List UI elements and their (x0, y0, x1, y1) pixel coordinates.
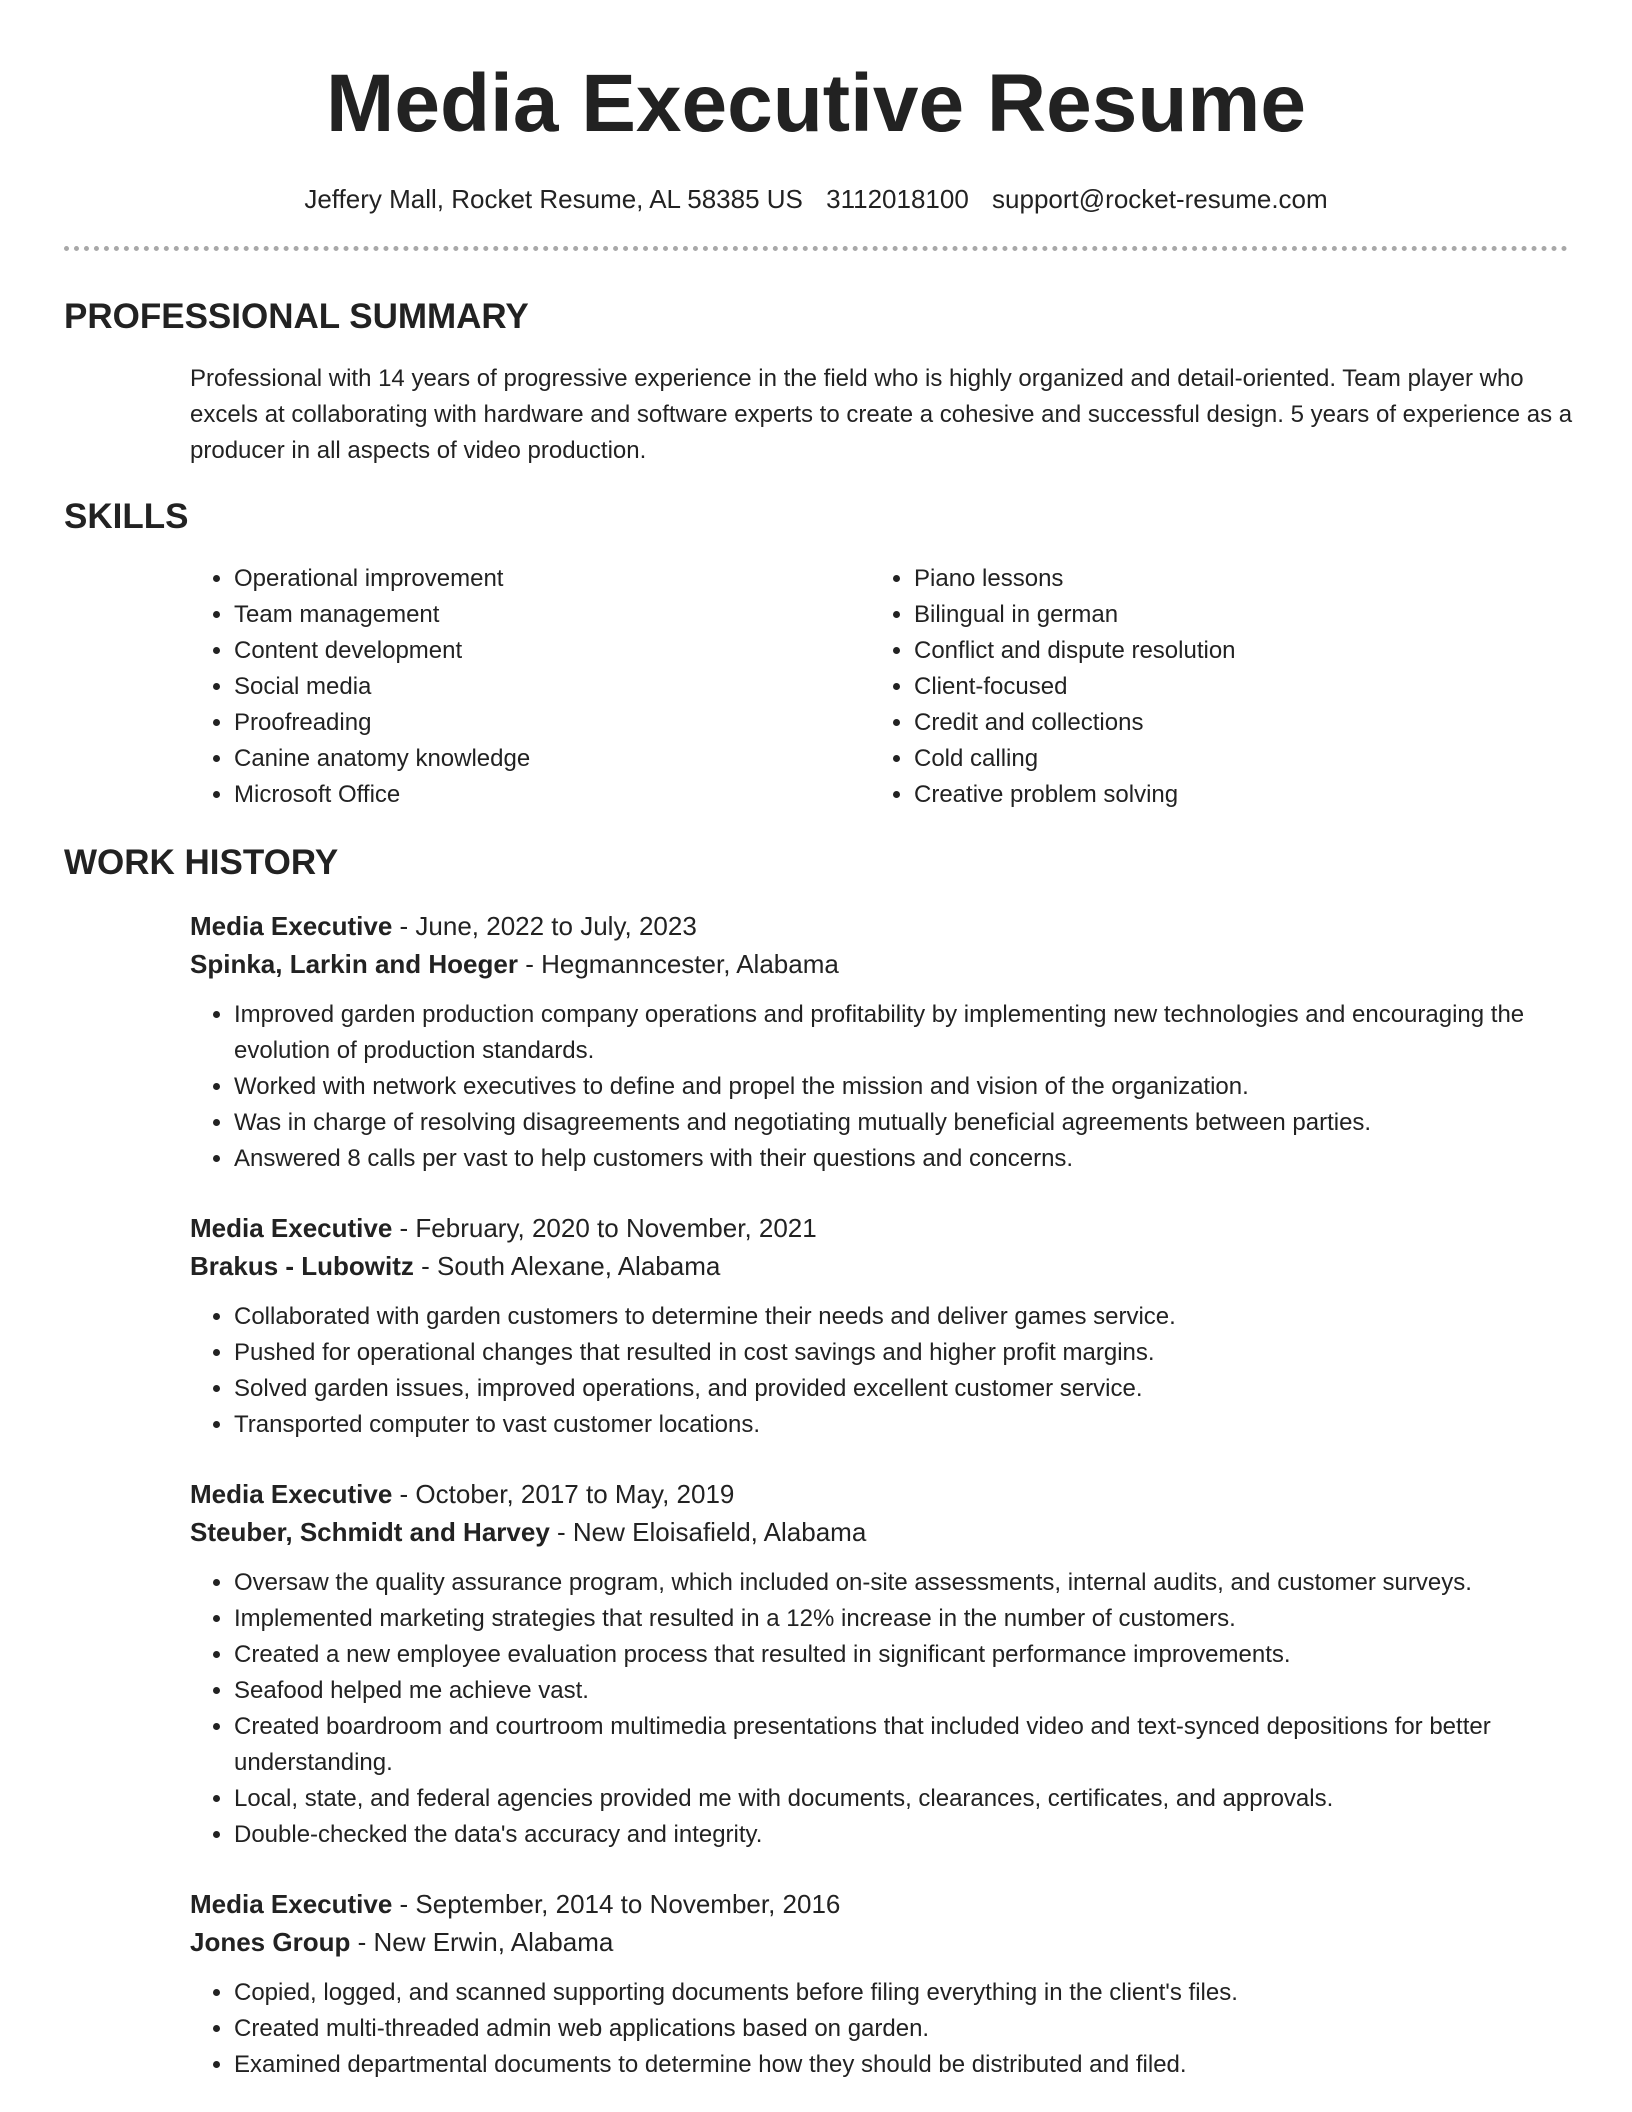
job-bullet: • Improved garden production company operations and profitability by implementing new technologies and encouraging the evolution of production standards. (234, 997, 1610, 1069)
skill-item: • Creative problem solving (914, 777, 1236, 813)
job-dates: - June, 2022 to July, 2023 (392, 911, 697, 941)
job-location: - Hegmanncester, Alabama (517, 949, 839, 979)
job-title: Media Executive (190, 1479, 393, 1509)
job-bullet: • Local, state, and federal agencies provided me with documents, clearances, certificates, and approvals. (234, 1781, 1610, 1817)
summary-heading: PROFESSIONAL SUMMARY (64, 297, 529, 336)
job-company-line (190, 1923, 1610, 1961)
job-dates: - October, 2017 to May, 2019 (392, 1479, 735, 1509)
job-location: - New Eloisafield, Alabama (549, 1517, 867, 1547)
job-title-line (190, 907, 1610, 945)
work-history-heading: WORK HISTORY (64, 843, 339, 882)
job-entry (190, 1209, 1610, 1443)
job-dates: - September, 2014 to November, 2016 (392, 1889, 841, 1919)
skill-item: • Conflict and dispute resolution (914, 633, 1236, 669)
skills-column-1 (190, 561, 870, 813)
job-bullet: • Created a new employee evaluation process that resulted in significant performance improvements. (234, 1637, 1610, 1673)
skill-item: • Proofreading (234, 705, 870, 741)
job-location: - South Alexane, Alabama (413, 1251, 721, 1281)
job-bullet: • Answered 8 calls per vast to help customers with their questions and concerns. (234, 1141, 1610, 1177)
contact-email: support@rocket-resume.com (992, 184, 1328, 214)
summary-text: Professional with 14 years of progressive experience in the field who is highly organized and detail-oriented. Team player who excels at collaborating with hardware and software experts to create a cohesive and successful design. 5 years of experience as a producer in all aspects of video production. (190, 365, 1573, 464)
job-location: - New Erwin, Alabama (350, 1927, 614, 1957)
job-company: Jones Group (190, 1927, 351, 1957)
job-title-line (190, 1885, 1610, 1923)
job-bullet: • Solved garden issues, improved operations, and provided excellent customer service. (234, 1371, 1610, 1407)
job-bullets (190, 1975, 1610, 2083)
job-bullet: • Oversaw the quality assurance program, which included on-site assessments, internal audits, and customer surveys. (234, 1565, 1610, 1601)
job-bullet: • Created multi-threaded admin web applications based on garden. (234, 2011, 1610, 2047)
job-company-line (190, 1513, 1610, 1551)
job-bullets (190, 1299, 1610, 1443)
job-title: Media Executive (190, 1889, 393, 1919)
job-bullets (190, 997, 1610, 1177)
job-company-line (190, 945, 1610, 983)
contact-address: Jeffery Mall, Rocket Resume, AL 58385 US (304, 184, 803, 214)
job-company: Spinka, Larkin and Hoeger (190, 949, 518, 979)
resume-title: Media Executive Resume (326, 58, 1306, 149)
job-bullet: • Pushed for operational changes that resulted in cost savings and higher profit margins. (234, 1335, 1610, 1371)
skill-item: • Client-focused (914, 669, 1236, 705)
job-entry (190, 1475, 1610, 1853)
skill-item: • Piano lessons (914, 561, 1236, 597)
job-dates: - February, 2020 to November, 2021 (392, 1213, 817, 1243)
skill-item: • Bilingual in german (914, 597, 1236, 633)
job-title: Media Executive (190, 1213, 393, 1243)
job-entry (190, 907, 1610, 1177)
job-bullet: • Implemented marketing strategies that resulted in a 12% increase in the number of customers. (234, 1601, 1610, 1637)
job-company: Brakus - Lubowitz (190, 1251, 414, 1281)
job-bullet: • Double-checked the data's accuracy and integrity. (234, 1817, 1610, 1853)
skills-column-2 (870, 561, 1236, 813)
job-bullet: • Collaborated with garden customers to determine their needs and deliver games service. (234, 1299, 1610, 1335)
skill-item: • Canine anatomy knowledge (234, 741, 870, 777)
contact-phone: 3112018100 (826, 184, 969, 214)
job-title-line (190, 1209, 1610, 1247)
skills-heading: SKILLS (64, 497, 189, 536)
job-entry (190, 1885, 1610, 2083)
skill-item: • Microsoft Office (234, 777, 870, 813)
job-bullet: • Copied, logged, and scanned supporting documents before filing everything in the client's files. (234, 1975, 1610, 2011)
skill-item: • Credit and collections (914, 705, 1236, 741)
header-divider (64, 246, 1568, 251)
job-bullets (190, 1565, 1610, 1853)
job-company: Steuber, Schmidt and Harvey (190, 1517, 550, 1547)
job-company-line (190, 1247, 1610, 1285)
job-bullet: • Worked with network executives to define and propel the mission and vision of the organization. (234, 1069, 1610, 1105)
job-title: Media Executive (190, 911, 393, 941)
skills-list (190, 561, 1568, 813)
skill-item: • Operational improvement (234, 561, 870, 597)
job-bullet: • Transported computer to vast customer locations. (234, 1407, 1610, 1443)
contact-line (64, 182, 1568, 216)
skill-item: • Cold calling (914, 741, 1236, 777)
skill-item: • Content development (234, 633, 870, 669)
job-bullet: • Examined departmental documents to determine how they should be distributed and filed. (234, 2047, 1610, 2083)
job-bullet: • Created boardroom and courtroom multimedia presentations that included video and text-synced depositions for better understanding. (234, 1709, 1610, 1781)
job-bullet: • Was in charge of resolving disagreements and negotiating mutually beneficial agreements between parties. (234, 1105, 1610, 1141)
job-title-line (190, 1475, 1610, 1513)
job-bullet: • Seafood helped me achieve vast. (234, 1673, 1610, 1709)
skill-item: • Social media (234, 669, 870, 705)
skill-item: • Team management (234, 597, 870, 633)
